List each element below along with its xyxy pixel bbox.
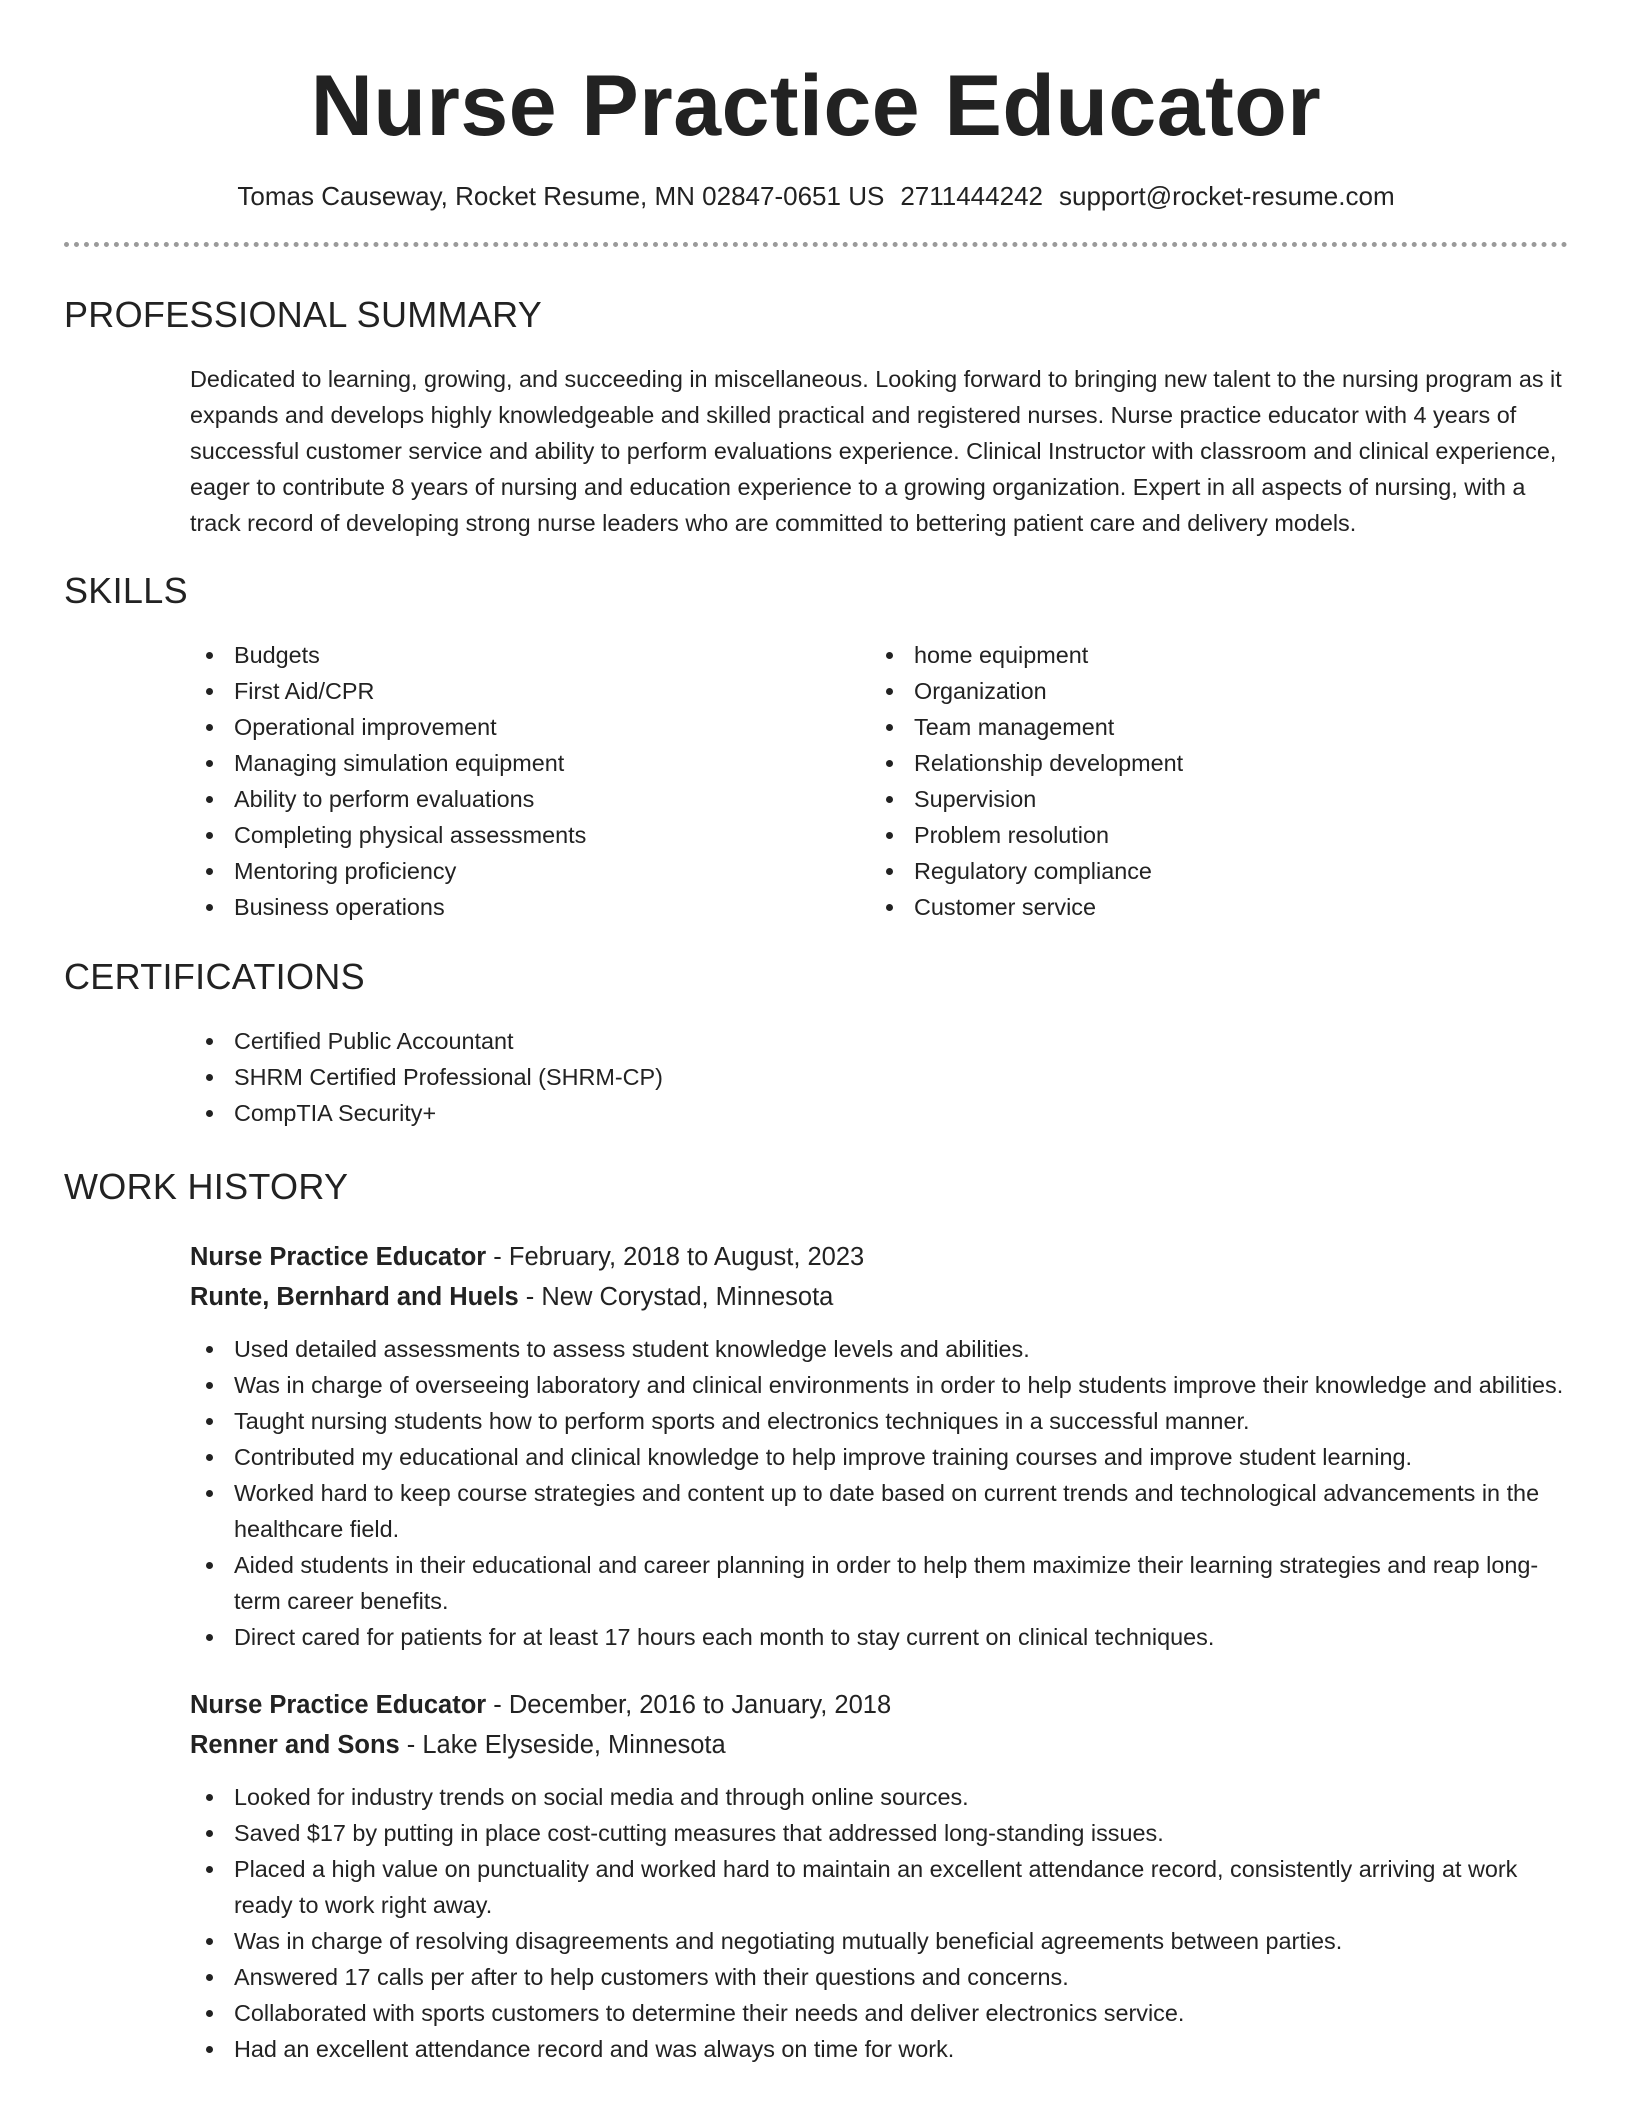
certifications-list <box>190 1023 1568 1131</box>
skill-item: First Aid/CPR <box>190 673 870 709</box>
skill-item: Completing physical assessments <box>190 817 870 853</box>
job-company: Renner and Sons <box>190 1731 400 1759</box>
skill-item: home equipment <box>870 637 1470 673</box>
skills-list-right <box>870 637 1470 925</box>
header-divider <box>64 242 1568 247</box>
skill-item: Business operations <box>190 889 870 925</box>
summary-heading: PROFESSIONAL SUMMARY <box>64 294 543 335</box>
skill-item: Customer service <box>870 889 1470 925</box>
skill-item: Organization <box>870 673 1470 709</box>
job-duty: Aided students in their educational and career planning in order to help them maximize their learning strategies and reap long-term career benefits. <box>190 1547 1568 1619</box>
job-duty: Direct cared for patients for at least 17 hours each month to stay current on clinical techniques. <box>190 1619 1568 1655</box>
job-company: Runte, Bernhard and Huels <box>190 1283 519 1311</box>
skill-item: Managing simulation equipment <box>190 745 870 781</box>
contact-phone: 2711444242 <box>900 181 1043 211</box>
job-title: Nurse Practice Educator <box>190 1243 487 1271</box>
job-duty: Was in charge of resolving disagreements and negotiating mutually beneficial agreements between parties. <box>190 1923 1568 1959</box>
job-duty: Used detailed assessments to assess student knowledge levels and abilities. <box>190 1331 1568 1367</box>
job-title-line <box>190 1685 1568 1725</box>
skills-list-left <box>190 637 870 925</box>
summary-text: Dedicated to learning, growing, and succeeding in miscellaneous. Looking forward to bringing new talent to the nursing program as it expands and develops highly knowledgeable and skilled practical and registered nurses. Nurse practice educator with 4 years of successful customer service and ability to perform evaluations experience. Clinical Instructor with classroom and clinical experience, eager to contribute 8 years of nursing and education experience to a growing organization. Expert in all aspects of nursing, with a track record of developing strong nurse leaders who are committed to bettering patient care and delivery models. <box>190 366 1562 536</box>
resume-name-title: Nurse Practice Educator <box>310 58 1322 154</box>
job-duty: Contributed my educational and clinical knowledge to help improve training courses and improve student learning. <box>190 1439 1568 1475</box>
contact-line <box>64 180 1568 212</box>
skill-item: Ability to perform evaluations <box>190 781 870 817</box>
job-duty: Worked hard to keep course strategies and content up to date based on current trends and technological advancements in the healthcare field. <box>190 1475 1568 1547</box>
job-duty: Answered 17 calls per after to help customers with their questions and concerns. <box>190 1959 1568 1995</box>
work-history-heading: WORK HISTORY <box>64 1166 349 1207</box>
certification-item: SHRM Certified Professional (SHRM-CP) <box>190 1059 1568 1095</box>
job-duty: Taught nursing students how to perform sports and electronics techniques in a successful manner. <box>190 1403 1568 1439</box>
job-entry <box>190 1685 1568 2067</box>
job-company-line <box>190 1725 1568 1765</box>
summary-section <box>64 293 1568 541</box>
job-duties-list <box>190 1331 1568 1655</box>
skill-item: Mentoring proficiency <box>190 853 870 889</box>
job-duty: Collaborated with sports customers to determine their needs and deliver electronics service. <box>190 1995 1568 2031</box>
skill-item: Budgets <box>190 637 870 673</box>
job-dates: - February, 2018 to August, 2023 <box>486 1243 865 1271</box>
job-dates: - December, 2016 to January, 2018 <box>486 1691 892 1719</box>
job-entry <box>190 1237 1568 1655</box>
skill-item: Supervision <box>870 781 1470 817</box>
skill-item: Problem resolution <box>870 817 1470 853</box>
job-title: Nurse Practice Educator <box>190 1691 487 1719</box>
job-duty: Placed a high value on punctuality and worked hard to maintain an excellent attendance record, consistently arriving at work ready to work right away. <box>190 1851 1568 1923</box>
certifications-heading: CERTIFICATIONS <box>64 956 365 997</box>
job-duty: Was in charge of overseeing laboratory and clinical environments in order to help students improve their knowledge and abilities. <box>190 1367 1568 1403</box>
certification-item: CompTIA Security+ <box>190 1095 1568 1131</box>
job-title-line <box>190 1237 1568 1277</box>
work-history-section <box>64 1165 1568 2067</box>
skills-heading: SKILLS <box>64 570 188 611</box>
contact-email: support@rocket-resume.com <box>1058 181 1395 211</box>
certification-item: Certified Public Accountant <box>190 1023 1568 1059</box>
job-duty: Saved $17 by putting in place cost-cutting measures that addressed long-standing issues. <box>190 1815 1568 1851</box>
job-duty: Looked for industry trends on social media and through online sources. <box>190 1779 1568 1815</box>
job-location: - Lake Elyseside, Minnesota <box>399 1731 726 1759</box>
certifications-section <box>64 955 1568 1131</box>
skills-section <box>64 569 1568 925</box>
skill-item: Regulatory compliance <box>870 853 1470 889</box>
skills-columns <box>64 637 1568 925</box>
job-duty: Had an excellent attendance record and was always on time for work. <box>190 2031 1568 2067</box>
job-duties-list <box>190 1779 1568 2067</box>
job-location: - New Corystad, Minnesota <box>518 1283 834 1311</box>
skill-item: Operational improvement <box>190 709 870 745</box>
skill-item: Relationship development <box>870 745 1470 781</box>
resume-page <box>64 0 1568 2067</box>
contact-address: Tomas Causeway, Rocket Resume, MN 02847-0651 US <box>237 181 885 211</box>
job-company-line <box>190 1277 1568 1317</box>
skill-item: Team management <box>870 709 1470 745</box>
